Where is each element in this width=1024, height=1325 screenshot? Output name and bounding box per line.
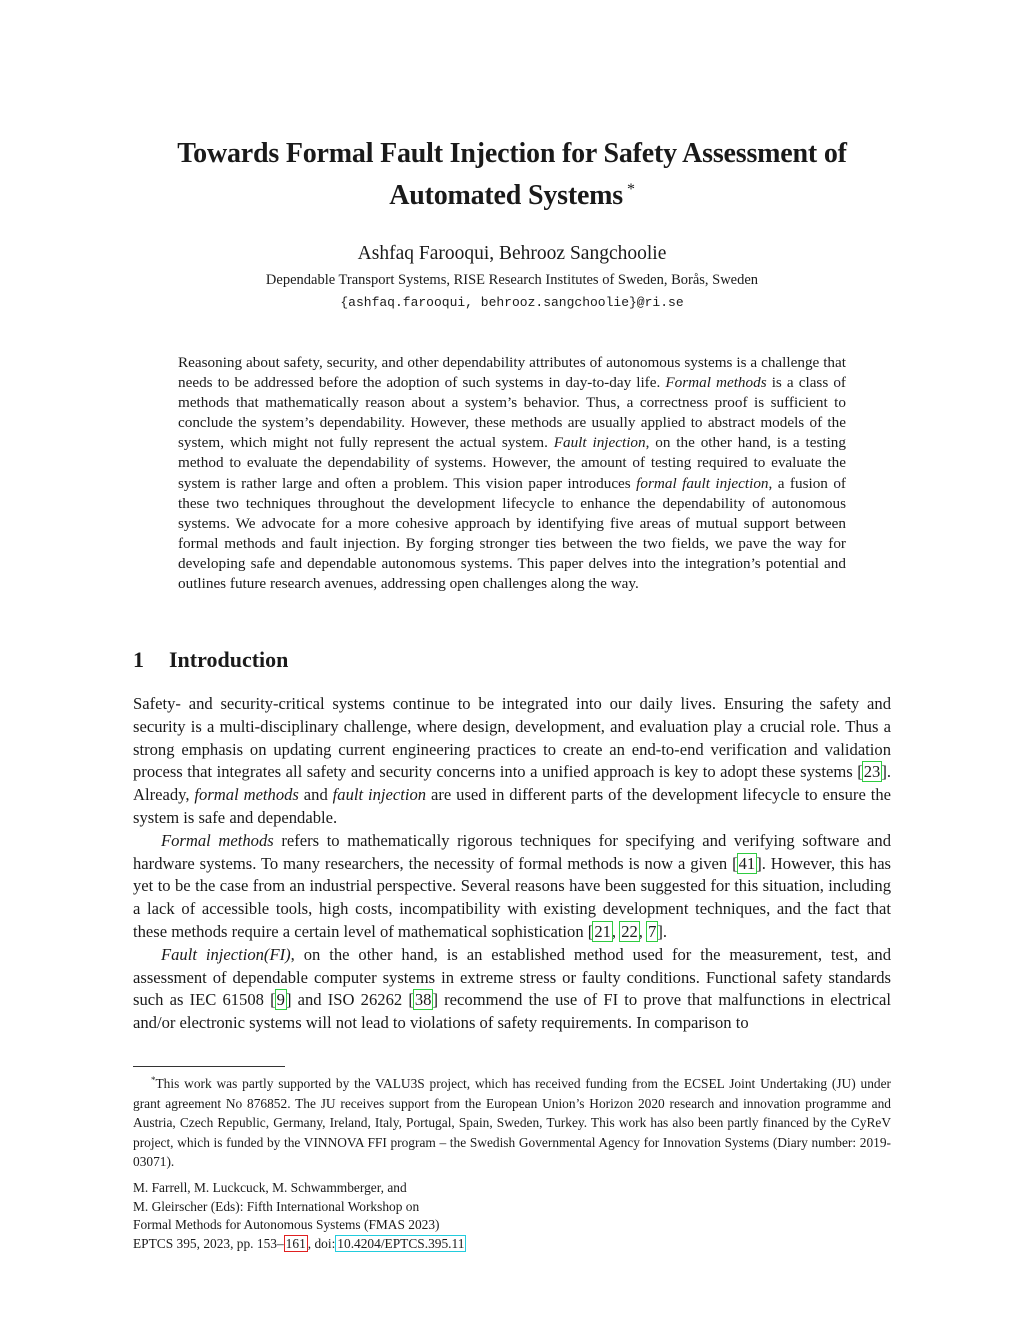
citation-link-23[interactable]: 23 (863, 762, 881, 782)
introduction-body (133, 693, 891, 1035)
title-footnote-mark: * (627, 181, 635, 198)
citation-link-22[interactable]: 22 (621, 921, 638, 941)
para1-emphasis-1: formal methods (194, 785, 299, 805)
para1-emphasis-2: fault injection (332, 785, 427, 805)
section-title: Introduction (169, 647, 289, 672)
citation-link-7[interactable]: 7 (648, 921, 657, 941)
abstract-text-4: , a fusion of these two techniques throughout the development lifecycle to enhance the dependability of autonomous systems. We advocate for a more cohesive approach by identifying five areas of mutual support between formal methods and fault injection. By forging stronger ties between the two fields, we pave the way for developing safe and dependable autonomous systems. This paper delves into the integration’s potential and outlines future research avenues, addressing open challenges along the way. (178, 474, 846, 593)
abstract-emphasis-fault-injection: Fault injection (553, 434, 646, 452)
abstract-emphasis-formal-methods: Formal methods (665, 374, 767, 392)
abstract-text-3: , on the other hand, is a testing method to evaluate the dependability of systems. However, the amount of testing required to evaluate the system is rather large and often a problem. This vision paper introduces (178, 434, 846, 492)
para2-text-1: refers to mathematically rigorous techniques for specifying and verifying software and hardware systems. To many researchers, the necessity of formal methods is now a given [ (133, 830, 891, 873)
intro-paragraph-3 (133, 944, 891, 1035)
citation-link-21[interactable]: 21 (594, 921, 611, 941)
title-line-2 (133, 172, 891, 214)
para3-text-3: ] recommend the use of FI to prove that malfunctions in electrical and/or electronic systems will not lead to violations of safety requirements. In comparison to (133, 990, 892, 1033)
para1-text-4: are used in different parts of the development lifecycle to ensure the system is safe and dependable. (133, 785, 891, 827)
intro-paragraph-1 (133, 693, 891, 830)
para1-text-2: ]. Already, (133, 762, 891, 805)
citation-separator: , (611, 921, 621, 941)
abstract-text-1: Reasoning about safety, security, and other dependability attributes of autonomous systems is a challenge that needs to be addressed before the adoption of such systems in day-to-day life. (178, 354, 846, 392)
title-line-2-text: Automated Systems (389, 180, 623, 211)
para3-text-1: , on the other hand, is an established method used for the measurement, test, and assessment of dependable computer systems in extreme stress or faulty conditions. Functional safety standards such as IEC 61508 [ (133, 944, 891, 1010)
affiliation: Dependable Transport Systems, RISE Research Institutes of Sweden, Borås, Sweden (265, 272, 759, 288)
doi-link[interactable]: 10.4204/EPTCS.395.11 (337, 1235, 465, 1251)
para2-text-2: ]. However, this has yet to be the case from an industrial perspective. Several reasons have been suggested for this situation, including a lack of accessible tools, high costs, incompatibility with existing development techniques, and the fact that these methods require a certain level of mathematical sophistication [ (133, 853, 892, 941)
abstract (178, 353, 846, 594)
citation-link-41[interactable]: 41 (738, 853, 756, 873)
venue-pages-prefix: EPTCS 395, 2023, pp. 153– (133, 1235, 284, 1251)
para1-text-1: Safety- and security-critical systems continue to be integrated into our daily lives. Ensuring the safety and security is a multi-disciplinary challenge, where design, development, and evaluation play a crucial role. Thus a strong emphasis on updating current engineering practices to create an end-to-end verification and validation process that integrates all safety and security concerns into a unified approach is key to adopt these systems [ (133, 694, 891, 782)
venue-line-4 (133, 1235, 466, 1254)
abstract-text-2: is a class of methods that mathematically reason about a system’s behavior. Thus, a correctness proof is sufficient to conclude the system’s dependability. However, these methods are usually applied to abstract models of the system, which might not fully represent the actual system. (178, 374, 846, 452)
venue-line-1: M. Farrell, M. Luckcuck, M. Schwammberger, and (133, 1180, 407, 1195)
intro-paragraph-2 (133, 830, 891, 944)
author-email[interactable]: {ashfaq.farooqui, behrooz.sangchoolie}@ri.se (340, 295, 684, 310)
footnote-rule (133, 1066, 285, 1067)
para3-text-2: ] and ISO 26262 [ (285, 990, 414, 1010)
abstract-emphasis-formal-fault-injection: formal fault injection (636, 474, 769, 492)
venue-info (133, 1179, 466, 1253)
footnote-mark: * (151, 1075, 156, 1085)
doi-prefix: , doi: (307, 1235, 336, 1251)
section-number: 1 (133, 647, 144, 672)
title-line-1: Towards Formal Fault Injection for Safety Assessment of (177, 138, 847, 169)
para1-text-3: and (298, 785, 333, 805)
venue-line-3: Formal Methods for Autonomous Systems (FMAS 2023) (133, 1217, 440, 1232)
section-heading-introduction (133, 645, 288, 675)
citation-link-9[interactable]: 9 (276, 990, 285, 1010)
citation-separator: , (638, 921, 648, 941)
funding-footnote (133, 1071, 891, 1172)
para3-emphasis-1: Fault injection(FI) (161, 944, 291, 964)
author-list: Ashfaq Farooqui, Behrooz Sangchoolie (357, 243, 667, 264)
venue-line-2: M. Gleirscher (Eds): Fifth International Workshop on (133, 1198, 420, 1214)
footnote-text: This work was partly supported by the VALU3S project, which has received funding from the ECSEL Joint Undertaking (JU) under grant agreement No 876852. The JU receives support from the European Union’s Horizon 2020 research and innovation programme and Austria, Czech Republic, Germany, Ireland, Italy, Portugal, Spain, Sweden, Turkey. This work has also been partly financed by the CyReV project, which is funded by the VINNOVA FFI program – the Swedish Governmental Agency for Innovation Systems (Diary number: 2019-03071). (133, 1076, 891, 1170)
para2-text-3: ]. (657, 921, 668, 941)
last-page-link[interactable]: 161 (285, 1235, 306, 1251)
paper-title (133, 136, 891, 214)
para2-emphasis-1: Formal methods (161, 830, 274, 850)
citation-link-38[interactable]: 38 (414, 990, 432, 1010)
